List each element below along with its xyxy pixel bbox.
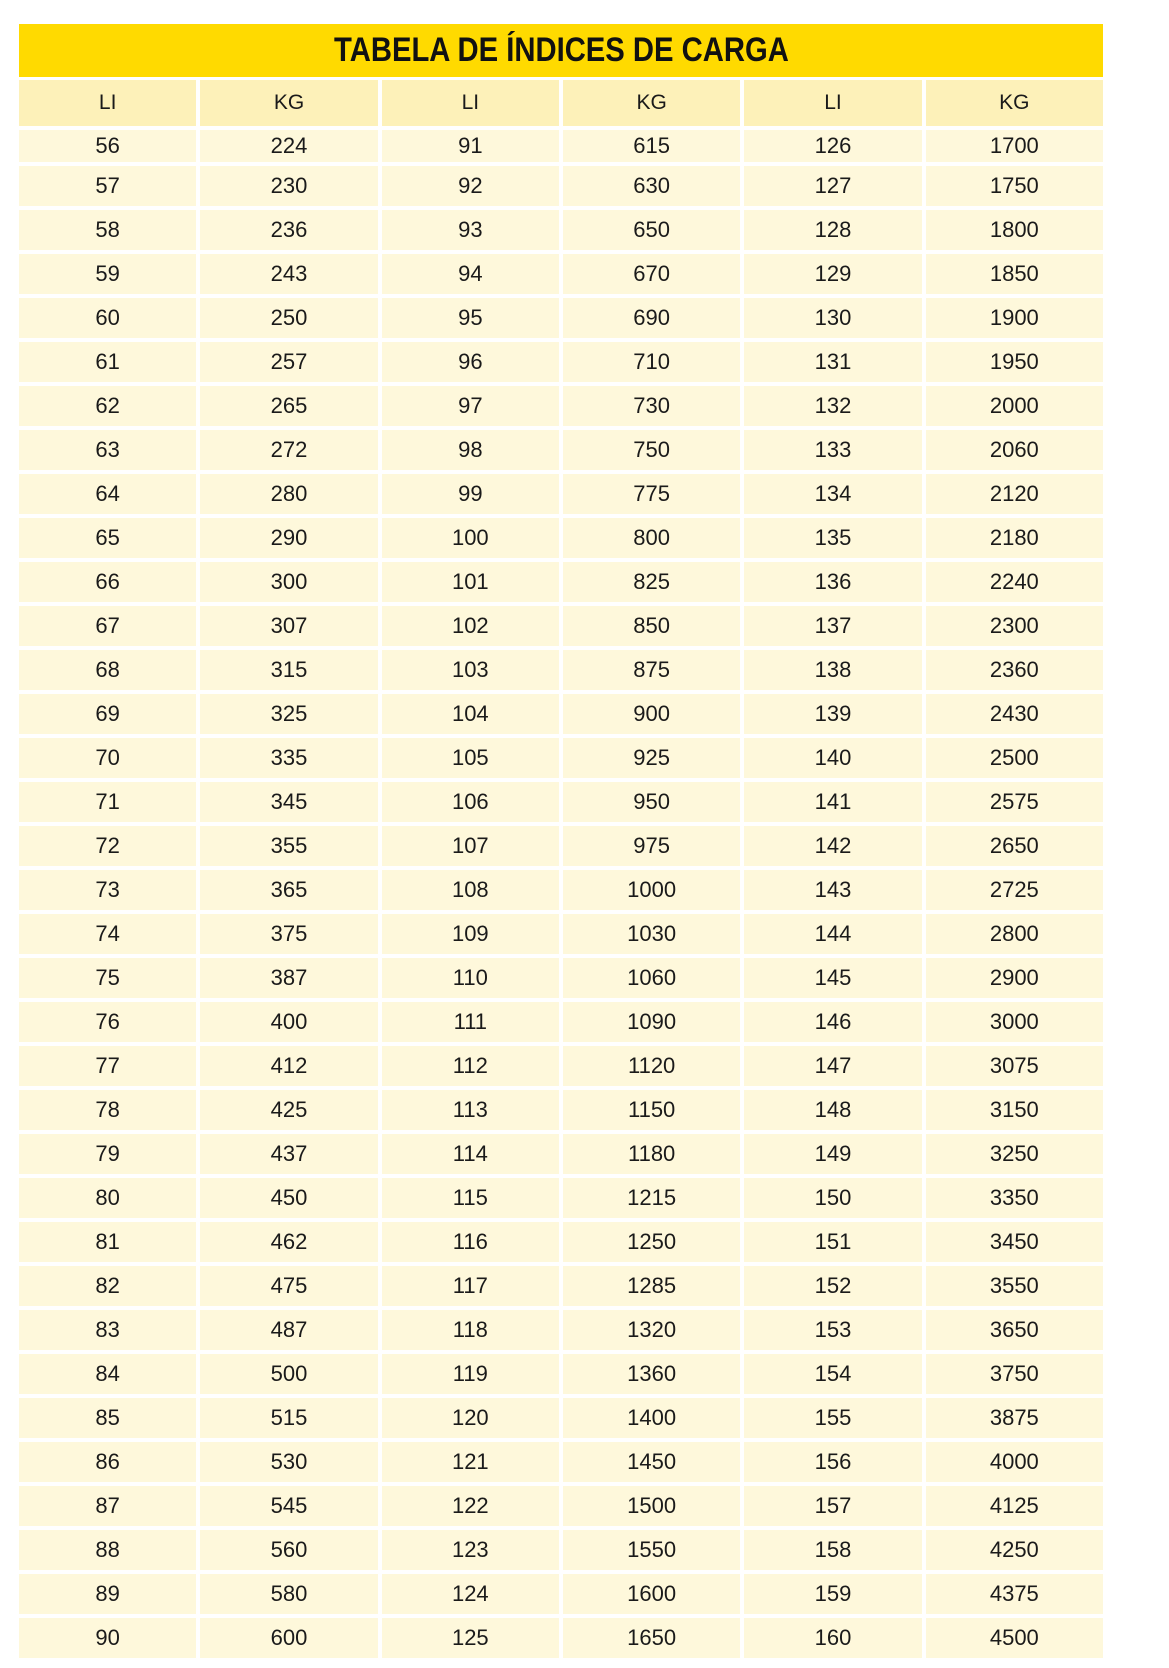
cell-kg-3: 3075	[926, 1046, 1103, 1086]
cell-li-3: 151	[744, 1222, 921, 1262]
load-index-table	[15, 76, 1107, 1662]
cell-kg-3: 2180	[926, 518, 1103, 558]
table-row	[19, 342, 1103, 382]
cell-kg-3: 2360	[926, 650, 1103, 690]
cell-kg-2: 1000	[563, 870, 740, 910]
cell-li-1: 73	[19, 870, 196, 910]
cell-li-1: 63	[19, 430, 196, 470]
cell-kg-2: 1060	[563, 958, 740, 998]
cell-kg-3: 3350	[926, 1178, 1103, 1218]
cell-li-2: 102	[382, 606, 559, 646]
cell-kg-2: 1360	[563, 1354, 740, 1394]
table-row	[19, 298, 1103, 338]
cell-li-1: 62	[19, 386, 196, 426]
cell-li-3: 127	[744, 166, 921, 206]
cell-kg-2: 850	[563, 606, 740, 646]
cell-li-1: 87	[19, 1486, 196, 1526]
cell-kg-2: 1320	[563, 1310, 740, 1350]
table-row	[19, 1486, 1103, 1526]
load-index-sheet	[19, 24, 1103, 1662]
cell-li-2: 112	[382, 1046, 559, 1086]
cell-li-1: 66	[19, 562, 196, 602]
cell-li-2: 101	[382, 562, 559, 602]
title-bar	[19, 24, 1103, 80]
cell-li-2: 107	[382, 826, 559, 866]
cell-li-2: 114	[382, 1134, 559, 1174]
table-row	[19, 738, 1103, 778]
cell-kg-1: 487	[200, 1310, 377, 1350]
cell-kg-1: 425	[200, 1090, 377, 1130]
cell-kg-3: 3150	[926, 1090, 1103, 1130]
cell-kg-3: 2900	[926, 958, 1103, 998]
cell-li-1: 56	[19, 130, 196, 162]
cell-kg-2: 925	[563, 738, 740, 778]
cell-li-2: 119	[382, 1354, 559, 1394]
cell-li-3: 154	[744, 1354, 921, 1394]
table-row	[19, 870, 1103, 910]
cell-li-3: 160	[744, 1618, 921, 1658]
cell-li-2: 121	[382, 1442, 559, 1482]
cell-kg-2: 1150	[563, 1090, 740, 1130]
cell-li-3: 155	[744, 1398, 921, 1438]
cell-kg-1: 365	[200, 870, 377, 910]
cell-li-3: 144	[744, 914, 921, 954]
cell-kg-2: 670	[563, 254, 740, 294]
cell-li-1: 60	[19, 298, 196, 338]
cell-kg-1: 315	[200, 650, 377, 690]
cell-li-1: 68	[19, 650, 196, 690]
header-kg-3: KG	[926, 80, 1103, 126]
table-body	[19, 130, 1103, 1658]
cell-li-1: 81	[19, 1222, 196, 1262]
table-row	[19, 1222, 1103, 1262]
cell-li-3: 145	[744, 958, 921, 998]
cell-li-2: 106	[382, 782, 559, 822]
cell-li-3: 159	[744, 1574, 921, 1614]
table-row	[19, 1002, 1103, 1042]
cell-li-1: 84	[19, 1354, 196, 1394]
cell-li-1: 61	[19, 342, 196, 382]
cell-li-3: 157	[744, 1486, 921, 1526]
header-kg-1: KG	[200, 80, 377, 126]
cell-kg-1: 530	[200, 1442, 377, 1482]
cell-li-3: 153	[744, 1310, 921, 1350]
cell-li-3: 132	[744, 386, 921, 426]
cell-kg-3: 1950	[926, 342, 1103, 382]
table-row	[19, 130, 1103, 162]
cell-kg-3: 3450	[926, 1222, 1103, 1262]
cell-li-1: 69	[19, 694, 196, 734]
cell-li-3: 143	[744, 870, 921, 910]
cell-kg-3: 4375	[926, 1574, 1103, 1614]
cell-kg-1: 450	[200, 1178, 377, 1218]
cell-li-1: 79	[19, 1134, 196, 1174]
table-row	[19, 1310, 1103, 1350]
cell-kg-3: 1800	[926, 210, 1103, 250]
cell-kg-1: 224	[200, 130, 377, 162]
cell-kg-2: 1030	[563, 914, 740, 954]
cell-kg-3: 1700	[926, 130, 1103, 162]
cell-li-1: 76	[19, 1002, 196, 1042]
cell-li-2: 98	[382, 430, 559, 470]
cell-kg-3: 2300	[926, 606, 1103, 646]
cell-li-1: 89	[19, 1574, 196, 1614]
cell-kg-2: 900	[563, 694, 740, 734]
cell-li-1: 77	[19, 1046, 196, 1086]
cell-li-3: 129	[744, 254, 921, 294]
cell-kg-3: 2725	[926, 870, 1103, 910]
table-row	[19, 826, 1103, 866]
cell-kg-3: 1850	[926, 254, 1103, 294]
header-li-1: LI	[19, 80, 196, 126]
cell-li-3: 126	[744, 130, 921, 162]
cell-kg-1: 475	[200, 1266, 377, 1306]
table-row	[19, 1530, 1103, 1570]
cell-kg-2: 1550	[563, 1530, 740, 1570]
cell-kg-1: 515	[200, 1398, 377, 1438]
cell-kg-2: 950	[563, 782, 740, 822]
cell-kg-1: 600	[200, 1618, 377, 1658]
cell-kg-3: 3750	[926, 1354, 1103, 1394]
cell-kg-1: 265	[200, 386, 377, 426]
table-row	[19, 254, 1103, 294]
cell-kg-2: 1650	[563, 1618, 740, 1658]
cell-kg-2: 1400	[563, 1398, 740, 1438]
cell-kg-1: 243	[200, 254, 377, 294]
cell-li-2: 113	[382, 1090, 559, 1130]
cell-li-2: 99	[382, 474, 559, 514]
cell-kg-1: 355	[200, 826, 377, 866]
table-row	[19, 958, 1103, 998]
table-row	[19, 210, 1103, 250]
cell-kg-1: 250	[200, 298, 377, 338]
table-row	[19, 430, 1103, 470]
cell-li-1: 88	[19, 1530, 196, 1570]
cell-kg-3: 3550	[926, 1266, 1103, 1306]
cell-kg-3: 1750	[926, 166, 1103, 206]
cell-li-3: 150	[744, 1178, 921, 1218]
cell-li-3: 133	[744, 430, 921, 470]
cell-li-2: 105	[382, 738, 559, 778]
cell-kg-2: 630	[563, 166, 740, 206]
cell-kg-2: 775	[563, 474, 740, 514]
cell-li-3: 148	[744, 1090, 921, 1130]
cell-li-1: 58	[19, 210, 196, 250]
cell-kg-1: 307	[200, 606, 377, 646]
cell-kg-3: 4000	[926, 1442, 1103, 1482]
cell-li-2: 103	[382, 650, 559, 690]
cell-li-1: 70	[19, 738, 196, 778]
cell-kg-2: 1090	[563, 1002, 740, 1042]
cell-kg-1: 387	[200, 958, 377, 998]
cell-li-3: 146	[744, 1002, 921, 1042]
cell-kg-1: 300	[200, 562, 377, 602]
cell-kg-2: 1500	[563, 1486, 740, 1526]
cell-kg-1: 325	[200, 694, 377, 734]
cell-li-2: 94	[382, 254, 559, 294]
cell-kg-2: 750	[563, 430, 740, 470]
cell-kg-2: 975	[563, 826, 740, 866]
cell-kg-2: 615	[563, 130, 740, 162]
cell-kg-3: 2120	[926, 474, 1103, 514]
cell-kg-3: 2575	[926, 782, 1103, 822]
cell-kg-1: 580	[200, 1574, 377, 1614]
cell-li-2: 118	[382, 1310, 559, 1350]
cell-li-2: 116	[382, 1222, 559, 1262]
cell-li-1: 71	[19, 782, 196, 822]
cell-kg-2: 875	[563, 650, 740, 690]
cell-li-1: 83	[19, 1310, 196, 1350]
cell-kg-1: 272	[200, 430, 377, 470]
cell-li-3: 139	[744, 694, 921, 734]
cell-li-1: 82	[19, 1266, 196, 1306]
cell-li-2: 123	[382, 1530, 559, 1570]
table-row	[19, 1618, 1103, 1658]
cell-li-3: 134	[744, 474, 921, 514]
cell-li-3: 140	[744, 738, 921, 778]
cell-li-1: 67	[19, 606, 196, 646]
cell-kg-3: 4125	[926, 1486, 1103, 1526]
cell-kg-3: 3875	[926, 1398, 1103, 1438]
cell-li-1: 85	[19, 1398, 196, 1438]
table-row	[19, 782, 1103, 822]
cell-li-2: 115	[382, 1178, 559, 1218]
cell-li-2: 124	[382, 1574, 559, 1614]
cell-li-2: 109	[382, 914, 559, 954]
cell-kg-2: 1250	[563, 1222, 740, 1262]
cell-kg-1: 545	[200, 1486, 377, 1526]
cell-li-2: 97	[382, 386, 559, 426]
table-row	[19, 1354, 1103, 1394]
cell-li-3: 149	[744, 1134, 921, 1174]
table-row	[19, 606, 1103, 646]
cell-li-1: 57	[19, 166, 196, 206]
cell-kg-2: 690	[563, 298, 740, 338]
header-row	[19, 80, 1103, 126]
cell-li-3: 156	[744, 1442, 921, 1482]
cell-li-2: 104	[382, 694, 559, 734]
cell-li-3: 135	[744, 518, 921, 558]
cell-kg-1: 257	[200, 342, 377, 382]
cell-kg-2: 1600	[563, 1574, 740, 1614]
cell-li-2: 111	[382, 1002, 559, 1042]
table-row	[19, 1134, 1103, 1174]
header-li-2: LI	[382, 80, 559, 126]
cell-kg-3: 2060	[926, 430, 1103, 470]
cell-li-3: 130	[744, 298, 921, 338]
table-row	[19, 1090, 1103, 1130]
cell-kg-2: 710	[563, 342, 740, 382]
cell-kg-3: 2800	[926, 914, 1103, 954]
cell-kg-3: 4500	[926, 1618, 1103, 1658]
cell-kg-2: 1215	[563, 1178, 740, 1218]
cell-li-3: 131	[744, 342, 921, 382]
table-row	[19, 166, 1103, 206]
table-row	[19, 694, 1103, 734]
cell-kg-1: 500	[200, 1354, 377, 1394]
cell-li-3: 128	[744, 210, 921, 250]
header-li-3: LI	[744, 80, 921, 126]
table-row	[19, 1046, 1103, 1086]
cell-kg-1: 400	[200, 1002, 377, 1042]
cell-kg-3: 2000	[926, 386, 1103, 426]
cell-kg-1: 345	[200, 782, 377, 822]
cell-kg-2: 825	[563, 562, 740, 602]
cell-li-3: 141	[744, 782, 921, 822]
cell-kg-3: 2240	[926, 562, 1103, 602]
cell-kg-1: 560	[200, 1530, 377, 1570]
cell-kg-2: 1285	[563, 1266, 740, 1306]
cell-li-3: 142	[744, 826, 921, 866]
cell-kg-3: 2500	[926, 738, 1103, 778]
cell-li-3: 138	[744, 650, 921, 690]
cell-li-2: 108	[382, 870, 559, 910]
table-row	[19, 386, 1103, 426]
cell-li-2: 95	[382, 298, 559, 338]
cell-kg-3: 3250	[926, 1134, 1103, 1174]
cell-kg-2: 730	[563, 386, 740, 426]
cell-li-2: 92	[382, 166, 559, 206]
table-row	[19, 474, 1103, 514]
table-row	[19, 518, 1103, 558]
cell-li-1: 75	[19, 958, 196, 998]
table-row	[19, 1442, 1103, 1482]
cell-li-3: 136	[744, 562, 921, 602]
cell-kg-1: 280	[200, 474, 377, 514]
cell-kg-3: 1900	[926, 298, 1103, 338]
cell-kg-2: 800	[563, 518, 740, 558]
cell-li-2: 96	[382, 342, 559, 382]
cell-li-1: 65	[19, 518, 196, 558]
cell-li-1: 86	[19, 1442, 196, 1482]
cell-kg-2: 1120	[563, 1046, 740, 1086]
cell-li-2: 91	[382, 130, 559, 162]
table-row	[19, 914, 1103, 954]
cell-li-2: 110	[382, 958, 559, 998]
table-row	[19, 562, 1103, 602]
cell-kg-3: 3650	[926, 1310, 1103, 1350]
cell-li-2: 93	[382, 210, 559, 250]
cell-li-1: 59	[19, 254, 196, 294]
cell-li-2: 120	[382, 1398, 559, 1438]
cell-li-2: 125	[382, 1618, 559, 1658]
cell-li-2: 117	[382, 1266, 559, 1306]
table-row	[19, 650, 1103, 690]
table-row	[19, 1398, 1103, 1438]
cell-li-1: 64	[19, 474, 196, 514]
cell-kg-3: 3000	[926, 1002, 1103, 1042]
cell-kg-1: 375	[200, 914, 377, 954]
cell-kg-1: 335	[200, 738, 377, 778]
table-row	[19, 1266, 1103, 1306]
cell-li-2: 122	[382, 1486, 559, 1526]
header-kg-2: KG	[563, 80, 740, 126]
cell-li-1: 72	[19, 826, 196, 866]
table-row	[19, 1178, 1103, 1218]
table-row	[19, 1574, 1103, 1614]
cell-li-3: 137	[744, 606, 921, 646]
cell-kg-3: 4250	[926, 1530, 1103, 1570]
cell-li-3: 158	[744, 1530, 921, 1570]
cell-li-2: 100	[382, 518, 559, 558]
cell-kg-1: 236	[200, 210, 377, 250]
cell-kg-1: 290	[200, 518, 377, 558]
cell-li-1: 80	[19, 1178, 196, 1218]
cell-kg-1: 412	[200, 1046, 377, 1086]
cell-kg-3: 2430	[926, 694, 1103, 734]
cell-kg-1: 437	[200, 1134, 377, 1174]
page-title: TABELA DE ÍNDICES DE CARGA	[333, 31, 789, 69]
cell-kg-1: 462	[200, 1222, 377, 1262]
cell-li-1: 74	[19, 914, 196, 954]
cell-kg-2: 650	[563, 210, 740, 250]
cell-kg-3: 2650	[926, 826, 1103, 866]
cell-kg-2: 1450	[563, 1442, 740, 1482]
cell-li-3: 152	[744, 1266, 921, 1306]
cell-kg-1: 230	[200, 166, 377, 206]
cell-li-1: 78	[19, 1090, 196, 1130]
cell-li-3: 147	[744, 1046, 921, 1086]
cell-li-1: 90	[19, 1618, 196, 1658]
cell-kg-2: 1180	[563, 1134, 740, 1174]
